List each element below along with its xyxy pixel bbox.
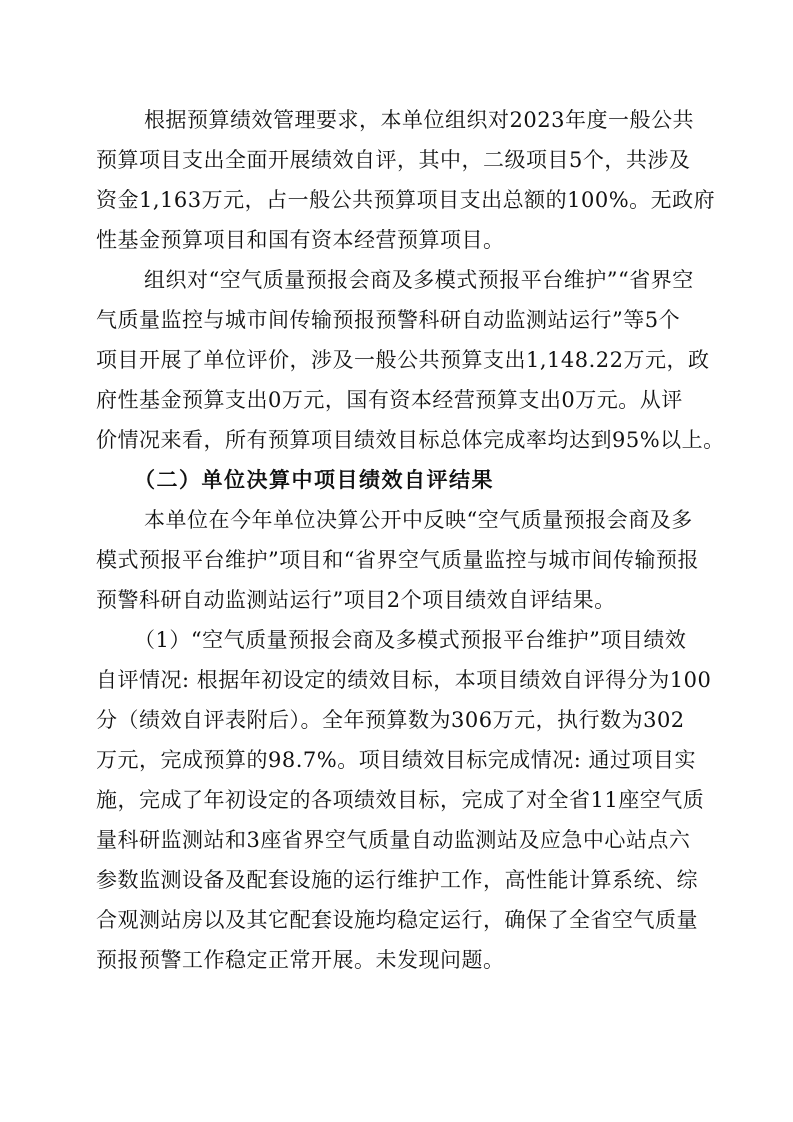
paragraph-line: 分（绩效自评表附后）。全年预算数为306万元，执行数为302: [96, 708, 685, 732]
paragraph-line: 参数监测设备及配套设施的运行维护工作，高性能计算系统、综: [96, 868, 698, 892]
paragraph-line: 府性基金预算支出0万元，国有资本经营预算支出0万元。从评: [96, 388, 683, 412]
paragraph-line: 施，完成了年初设定的各项绩效目标，完成了对全省11座空气质: [96, 788, 705, 812]
section-heading: （二）单位决算中项目绩效自评结果: [134, 467, 494, 492]
paragraph-line: 预警科研自动监测站运行”项目2个项目绩效自评结果。: [96, 588, 616, 612]
paragraph-line: 本单位在今年单位决算公开中反映“空气质量预报会商及多: [144, 508, 693, 532]
paragraph-line: 组织对“空气质量预报会商及多模式预报平台维护”“省界空: [144, 268, 694, 292]
paragraph-line: 根据预算绩效管理要求，本单位组织对2023年度一般公共: [144, 108, 694, 132]
paragraph-line: 合观测站房以及其它配套设施均稳定运行，确保了全省空气质量: [96, 908, 698, 932]
paragraph-line: 价情况来看，所有预算项目绩效目标总体完成率均达到95%以上。: [96, 428, 725, 452]
paragraph-line: （1）“空气质量预报会商及多模式预报平台维护”项目绩效: [134, 628, 687, 652]
paragraph-line: 预算项目支出全面开展绩效自评，其中，二级项目5个，共涉及: [96, 148, 691, 172]
paragraph-line: 性基金预算项目和国有资本经营预算项目。: [96, 228, 505, 252]
paragraph-line: 自评情况: 根据年初设定的绩效目标，本项目绩效自评得分为100: [96, 668, 712, 692]
paragraph-line: 模式预报平台维护”项目和“省界空气质量监控与城市间传输预报: [96, 548, 699, 572]
paragraph-line: 万元，完成预算的98.7%。项目绩效目标完成情况: 通过项目实: [96, 748, 696, 772]
paragraph-line: 资金1,163万元，占一般公共预算项目支出总额的100%。无政府: [96, 188, 716, 212]
paragraph-line: 预报预警工作稳定正常开展。未发现问题。: [96, 948, 505, 972]
paragraph-line: 量科研监测站和3座省界空气质量自动监测站及应急中心站点六: [96, 828, 691, 852]
paragraph-line: 项目开展了单位评价，涉及一般公共预算支出1,148.22万元，政: [96, 348, 710, 372]
paragraph-line: 气质量监控与城市间传输预报预警科研自动监测站运行”等5个: [96, 308, 681, 332]
